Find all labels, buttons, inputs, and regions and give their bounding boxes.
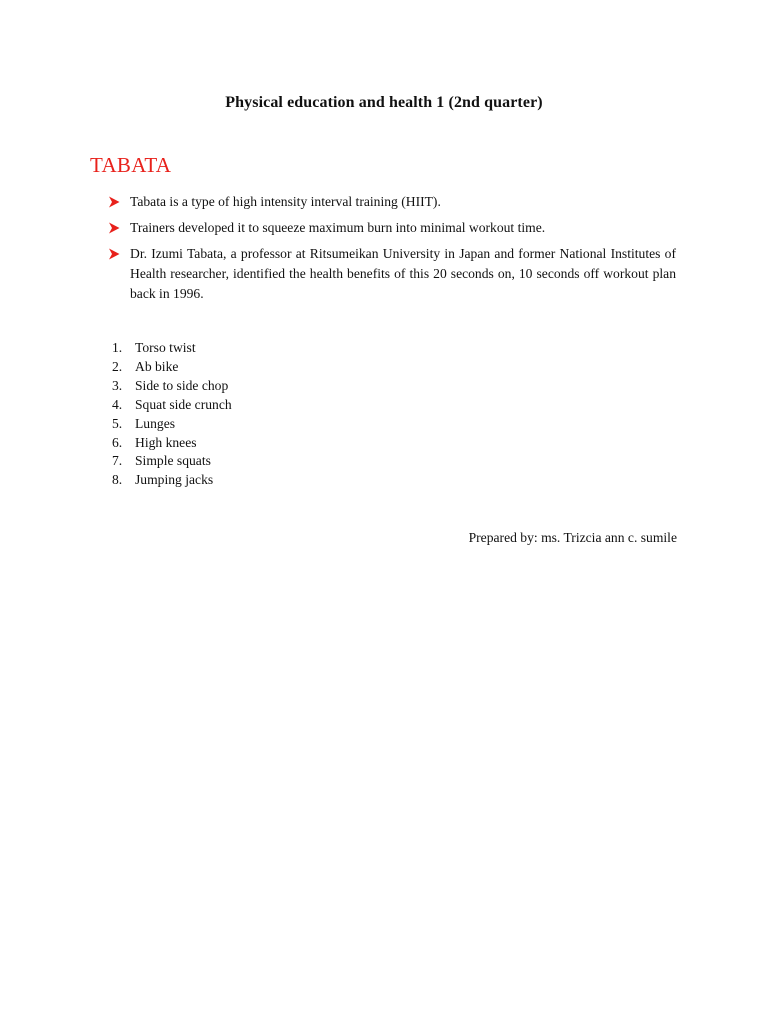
red-arrow-bullet-icon [108, 196, 120, 208]
list-item-text: Squat side crunch [135, 396, 232, 412]
list-item-text: Side to side chop [135, 377, 229, 393]
list-number: 7. [112, 453, 123, 469]
prepared-by: Prepared by: ms. Trizcia ann c. sumile [468, 530, 677, 545]
list-number: 3. [112, 377, 123, 393]
list-number: 1. [112, 340, 123, 355]
bullet-item [108, 218, 676, 238]
bullet-item [108, 244, 676, 304]
list-number: 8. [112, 472, 123, 488]
list-number: 4. [112, 396, 123, 412]
list-item-text: Ab bike [135, 358, 179, 374]
list-item-text: High knees [135, 434, 197, 450]
list-item-text: Torso twist [135, 340, 196, 355]
list-number: 6. [112, 434, 123, 450]
bullet-item [108, 192, 676, 212]
list-item [108, 434, 232, 453]
list-number: 5. [112, 415, 123, 431]
bullet-text: Tabata is a type of high intensity interval training (HIIT). [130, 194, 441, 209]
list-item [108, 358, 232, 377]
list-item-text: Jumping jacks [135, 472, 214, 488]
bullet-list [108, 192, 676, 310]
list-item-text: Simple squats [135, 453, 211, 469]
exercise-list [108, 339, 232, 490]
list-item [108, 471, 232, 490]
list-item [108, 377, 232, 396]
section-heading: TABATA [90, 153, 172, 177]
list-item [108, 415, 232, 434]
list-item-text: Lunges [135, 415, 176, 431]
list-item [108, 452, 232, 471]
red-arrow-bullet-icon [108, 222, 120, 234]
bullet-text: Trainers developed it to squeeze maximum burn into minimal workout time. [130, 220, 546, 235]
list-item [108, 396, 232, 415]
red-arrow-bullet-icon [108, 248, 120, 260]
list-number: 2. [112, 358, 123, 374]
page-title: Physical education and health 1 (2nd quarter) [225, 94, 543, 111]
list-item [108, 339, 232, 358]
bullet-text: Dr. Izumi Tabata, a professor at Ritsumeikan University in Japan and former National Institutes of Health researcher, identified the health benefits of this 20 seconds on, 10 seconds off workout plan back in 1996. [130, 246, 676, 301]
